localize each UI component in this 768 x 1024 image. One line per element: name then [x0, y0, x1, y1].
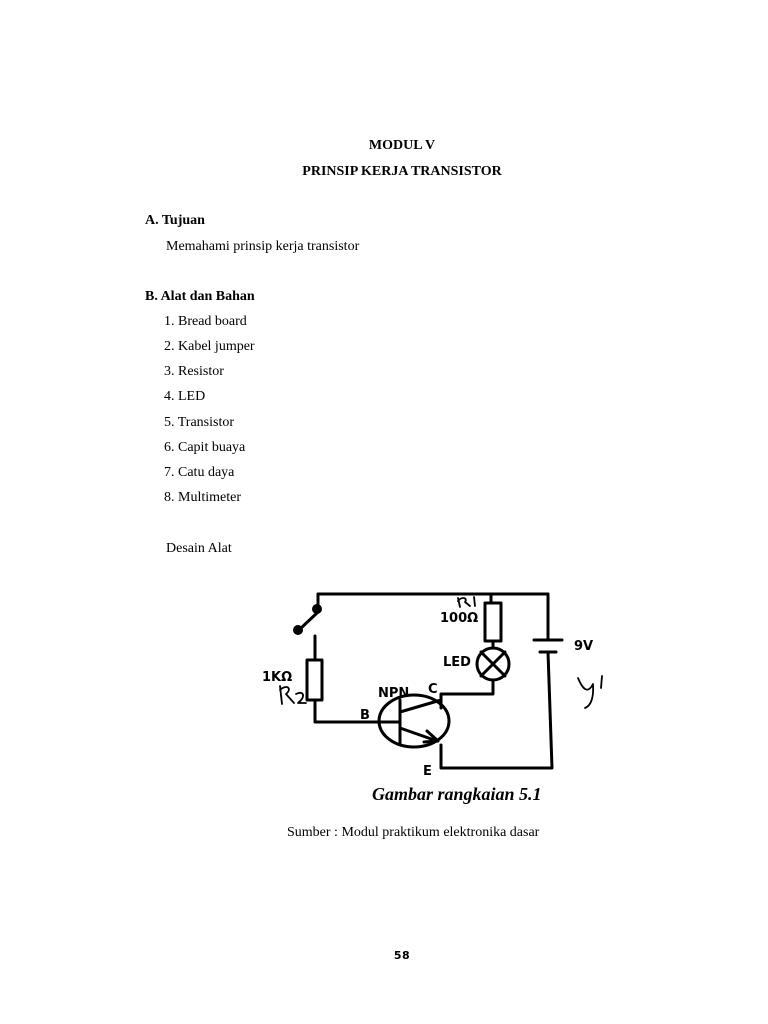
module-subtitle: PRINSIP KERJA TRANSISTOR	[302, 164, 502, 179]
battery-label: 9V	[574, 639, 594, 654]
section-b-heading: B. Alat dan Bahan	[145, 289, 255, 304]
list-item: 3. Resistor	[164, 364, 224, 379]
r1-value-label: 100Ω	[440, 611, 479, 626]
switch-contact-bottom	[295, 627, 302, 634]
list-item: 2. Kabel jumper	[164, 339, 255, 354]
list-item: 7. Catu daya	[164, 465, 235, 480]
wire-r2-base	[315, 700, 384, 722]
handwritten-r1-mark	[458, 597, 475, 607]
list-item: 1. Bread board	[164, 314, 247, 329]
wire-led-collector	[441, 680, 493, 708]
handwritten-r2-mark	[280, 686, 306, 704]
figure-caption: Gambar rangkaian 5.1	[372, 784, 542, 804]
list-item: 6. Capit buaya	[164, 440, 246, 455]
transistor-collector-lead	[400, 700, 441, 712]
design-label: Desain Alat	[166, 541, 232, 556]
handwritten-battery-mark	[578, 676, 602, 708]
list-item: 5. Transistor	[164, 415, 235, 430]
resistor-r1	[485, 603, 501, 641]
emitter-label: E	[423, 764, 432, 779]
r2-value-label: 1KΩ	[262, 670, 293, 685]
list-item: 4. LED	[164, 389, 206, 404]
resistor-r2	[307, 660, 322, 700]
section-a-heading: A. Tujuan	[145, 213, 205, 228]
module-title: MODUL V	[368, 138, 436, 153]
transistor-type-label: NPN	[378, 686, 410, 701]
switch-lever	[300, 612, 318, 629]
section-a-text: Memahami prinsip kerja transistor	[166, 239, 360, 254]
led-label: LED	[443, 655, 471, 670]
list-item: 8. Multimeter	[164, 490, 241, 505]
base-label: B	[360, 708, 370, 723]
page-number: 58	[393, 949, 411, 962]
collector-label: C	[428, 682, 438, 697]
led-cross	[481, 652, 505, 676]
source-caption: Sumber : Modul praktikum elektronika dasar	[287, 825, 540, 840]
